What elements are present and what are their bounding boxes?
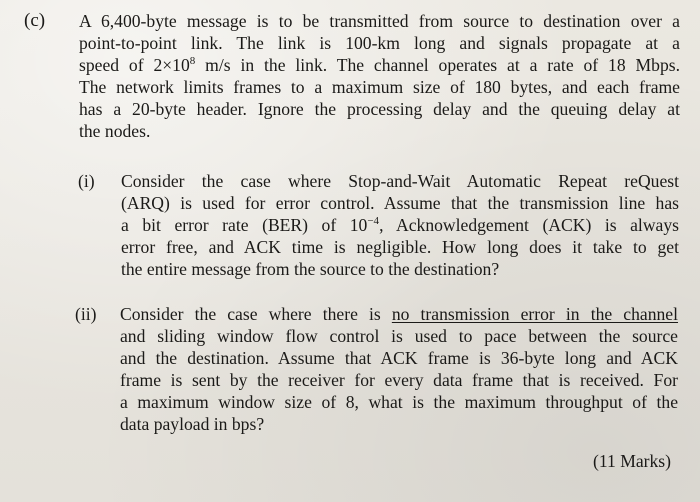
speed-exponent: 8 [189,55,196,68]
intro-line-2: point-to-point link. The link is 100-km long and signals propagate at a [79,33,680,53]
intro-line-6: the nodes. [79,121,151,141]
sub-i-line-3 [121,214,679,236]
sub-ii-line-3: and the destination. Assume that ACK frame is 36-byte long and ACK [120,348,678,368]
sub-ii-line-2: and sliding window flow control is used to pace between the source [120,326,678,346]
ber-base: a bit error rate (BER) of 10 [121,215,368,235]
subquestion-ii-label: (ii) [75,304,97,324]
ber-rest: , Acknowledgement (ACK) is always [379,215,679,235]
sub-ii-line-6: data payload in bps? [120,414,265,434]
sub-ii-line-4: frame is sent by the receiver for every data frame that is received. For [120,370,678,390]
question-label: (c) [24,10,46,31]
intro-line-4: The network limits frames to a maximum size of 180 bytes, and each frame [79,77,680,97]
subquestion-i-text [121,170,679,280]
sub-i-line-1: Consider the case where Stop-and-Wait Automatic Repeat reQuest [121,171,679,191]
speed-rest: m/s in the link. The channel operates at a rate of 18 Mbps. [195,55,680,75]
handwritten-underline-phrase: no transmission error in the channel [391,304,679,324]
sub-ii-line-5: a maximum window size of 8, what is the maximum throughput of the [120,392,678,412]
sub-ii-line-1 [120,303,678,325]
intro-line-3 [79,54,680,76]
sub-i-line-4: error free, and ACK time is negligible. How long does it take to get [121,237,679,257]
speed-base: speed of 2×10 [79,55,190,75]
question-intro [79,10,680,142]
sub-i-line-2: (ARQ) is used for error control. Assume that the transmission line has [121,193,679,213]
sub-i-line-5: the entire message from the source to the destination? [121,259,500,279]
subquestion-ii-text [120,303,678,435]
marks-label: (11 Marks) [593,451,672,471]
intro-line-1: A 6,400-byte message is to be transmitted from source to destination over a [79,11,680,31]
sub-ii-line-1-pre: Consider the case where there is [120,304,392,324]
subquestion-i-label: (i) [78,171,95,191]
ber-exponent: −4 [367,215,380,228]
intro-line-5: has a 20-byte header. Ignore the processing delay and the queuing delay at [79,99,680,119]
